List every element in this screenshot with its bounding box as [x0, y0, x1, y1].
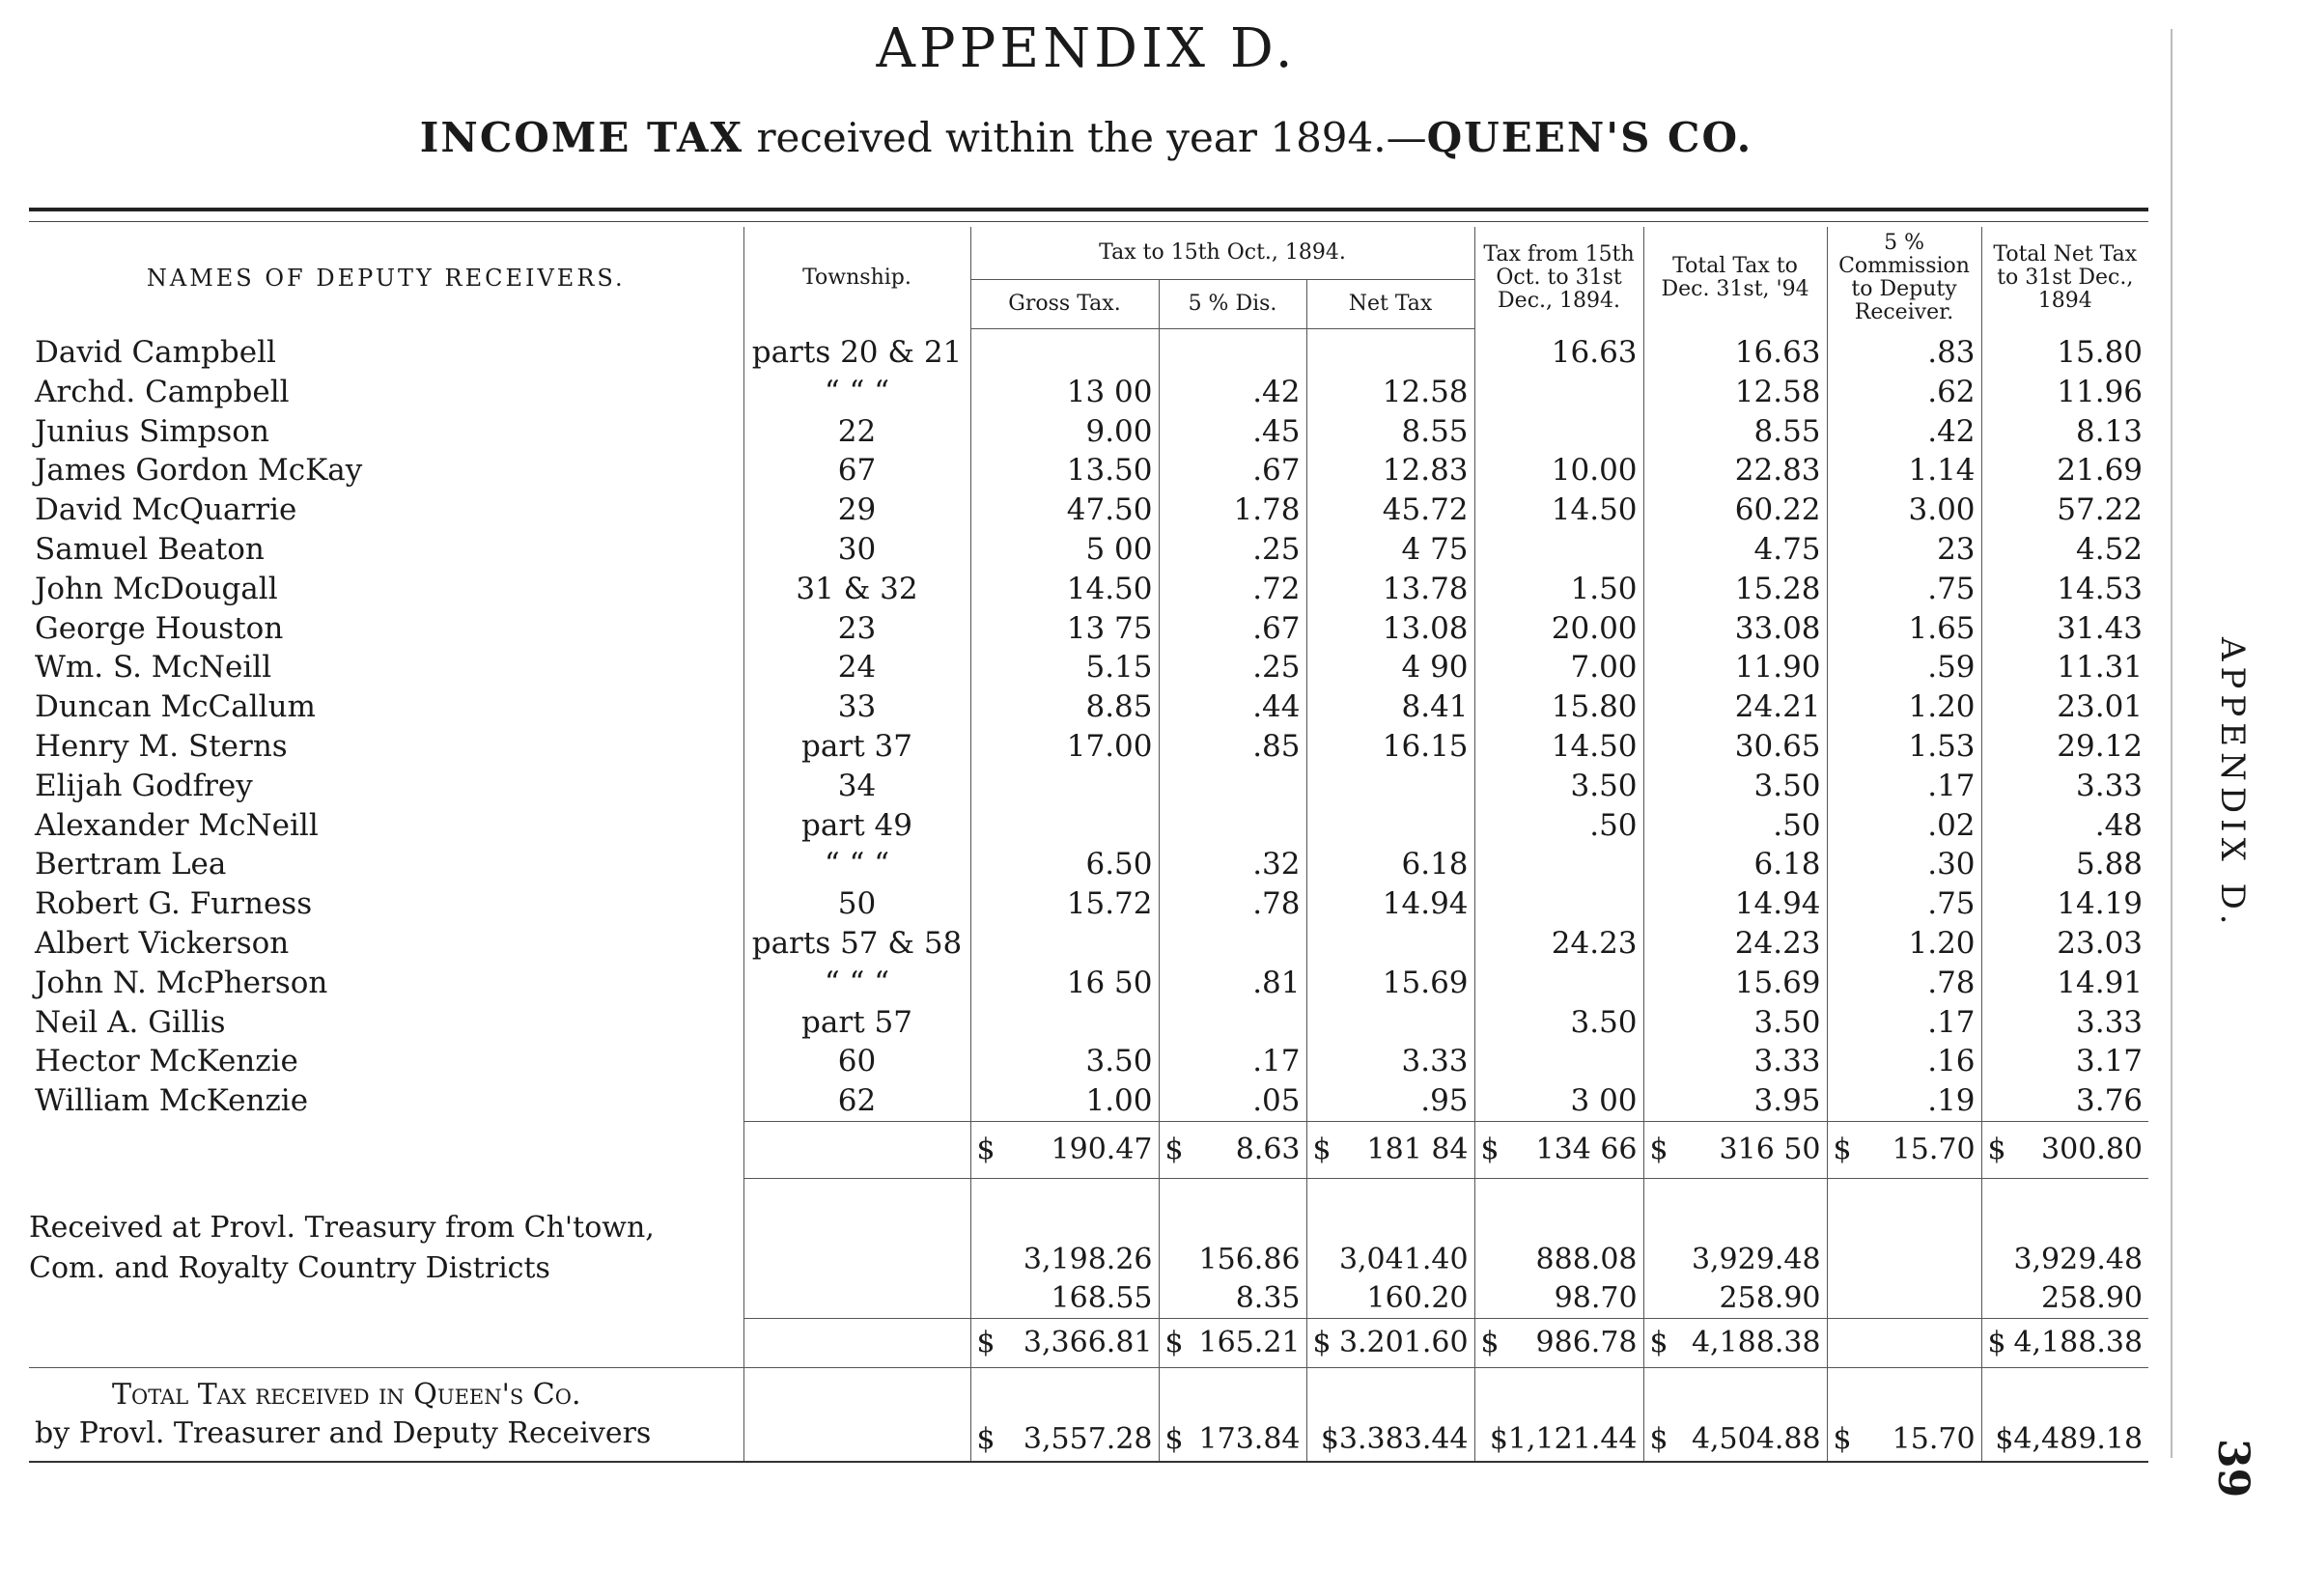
cell-name: Albert Vickerson: [35, 925, 290, 961]
subtitle-received: received within the year 1894.—: [756, 114, 1427, 161]
table-row: [29, 1081, 2148, 1121]
cell-gross: 5 00: [970, 530, 1159, 570]
cell-dis: .45: [1159, 412, 1306, 452]
cell-gross: [970, 767, 1159, 806]
table-row: [29, 845, 2148, 884]
cell-comm: 1.20: [1827, 687, 1981, 727]
cell-township: parts 57 & 58: [743, 924, 970, 964]
cell-totnet: 29.12: [1981, 727, 2148, 767]
cell-net: [1306, 806, 1474, 846]
cell-from: 20.00: [1474, 609, 1643, 649]
cell-dis: [1159, 1003, 1306, 1043]
treasury-row: Received at Provl. Treasury from Ch'town, Com. and Royalty Country Districts 3,198.26 168.55 156.86 8.35 3,041.40 160.20 888.08 98.70 3,929.48 258.90 3,929.48 258.90: [29, 1178, 2148, 1318]
cell-name: James Gordon McKay: [35, 453, 363, 489]
cell-name: Junius Simpson: [35, 413, 269, 449]
cell-township: “ “ “: [743, 373, 970, 412]
header-commission: 5 % Commission to Deputy Receiver.: [1827, 227, 1981, 329]
cell-dis: 1.78: [1159, 490, 1306, 530]
cell-from: [1474, 964, 1643, 1003]
header-gross: Gross Tax.: [970, 280, 1159, 329]
header-net: Net Tax: [1306, 280, 1474, 329]
cell-comm: .75: [1827, 884, 1981, 924]
table-row: [29, 490, 2148, 530]
treasury-label: Received at Provl. Treasury from Ch'town, Com. and Royalty Country Districts: [29, 1210, 655, 1285]
header-township: Township.: [743, 227, 970, 329]
cell-name: John N. McPherson: [35, 965, 328, 1000]
cell-name: Samuel Beaton: [35, 531, 265, 567]
table-row: [29, 530, 2148, 570]
cell-township: “ “ “: [743, 845, 970, 884]
cell-from: [1474, 845, 1643, 884]
cell-name: Elijah Godfrey: [35, 768, 253, 803]
cell-township: 31 & 32: [743, 570, 970, 609]
table-row: [29, 884, 2148, 924]
cell-from: [1474, 884, 1643, 924]
cell-township: 67: [743, 451, 970, 490]
table-row: [29, 924, 2148, 964]
cell-comm: .17: [1827, 1003, 1981, 1043]
cell-net: .95: [1306, 1081, 1474, 1121]
cell-township: 34: [743, 767, 970, 806]
table-row: [29, 964, 2148, 1003]
cell-total: 30.65: [1643, 727, 1827, 767]
cell-totnet: 15.80: [1981, 329, 2148, 373]
cell-comm: .83: [1827, 329, 1981, 373]
cell-comm: .75: [1827, 570, 1981, 609]
cell-net: 45.72: [1306, 490, 1474, 530]
cell-gross: 6.50: [970, 845, 1159, 884]
cell-net: [1306, 924, 1474, 964]
cell-totnet: 14.53: [1981, 570, 2148, 609]
cell-name: Robert G. Furness: [35, 886, 313, 922]
table-row: [29, 373, 2148, 412]
cell-dis: .85: [1159, 727, 1306, 767]
cell-net: 8.41: [1306, 687, 1474, 727]
cell-dis: .05: [1159, 1081, 1306, 1121]
cell-from: [1474, 1042, 1643, 1081]
cell-net: 15.69: [1306, 964, 1474, 1003]
cell-township: 23: [743, 609, 970, 649]
cell-name: David McQuarrie: [35, 492, 297, 528]
cell-name: Henry M. Sterns: [35, 728, 288, 764]
cell-from: [1474, 530, 1643, 570]
cell-township: 33: [743, 687, 970, 727]
cell-total: 24.23: [1643, 924, 1827, 964]
cell-totnet: 4.52: [1981, 530, 2148, 570]
cell-gross: 13.50: [970, 451, 1159, 490]
cell-total: 22.83: [1643, 451, 1827, 490]
table-row: [29, 329, 2148, 373]
cell-name: George Houston: [35, 610, 284, 646]
cell-from: [1474, 412, 1643, 452]
cell-net: 4 75: [1306, 530, 1474, 570]
header-total-net: Total Net Tax to 31st Dec., 1894: [1981, 227, 2148, 329]
cell-total: 3.50: [1643, 767, 1827, 806]
cell-totnet: 3.17: [1981, 1042, 2148, 1081]
cell-total: .50: [1643, 806, 1827, 846]
subtotal-row: $ 190.47 $ 8.63 $ 181 84 $ 134 66 $ 316 50 $ 15.70 $ 300.80: [29, 1121, 2148, 1178]
cell-total: 8.55: [1643, 412, 1827, 452]
cell-net: [1306, 767, 1474, 806]
cell-township: part 49: [743, 806, 970, 846]
cell-total: 3.50: [1643, 1003, 1827, 1043]
cell-total: 24.21: [1643, 687, 1827, 727]
cell-name: Duncan McCallum: [35, 689, 316, 725]
cell-total: 12.58: [1643, 373, 1827, 412]
cell-total: 4.75: [1643, 530, 1827, 570]
cell-comm: 1.20: [1827, 924, 1981, 964]
cell-total: 60.22: [1643, 490, 1827, 530]
table-row: [29, 609, 2148, 649]
cell-comm: 1.65: [1827, 609, 1981, 649]
table-row: [29, 687, 2148, 727]
page-subtitle: [0, 114, 2173, 161]
cell-from: 16.63: [1474, 329, 1643, 373]
cell-township: 24: [743, 648, 970, 687]
cell-name: Archd. Campbell: [35, 374, 290, 409]
cell-township: “ “ “: [743, 964, 970, 1003]
treasury-total-row: $ 3,366.81 $ 165.21 $ 3.201.60 $ 986.78 $ 4,188.38 $ 4,188.38: [29, 1318, 2148, 1367]
cell-net: 3.33: [1306, 1042, 1474, 1081]
page-number: 39: [2208, 1439, 2257, 1498]
cell-gross: 13 75: [970, 609, 1159, 649]
cell-totnet: 5.88: [1981, 845, 2148, 884]
cell-name: Alexander McNeill: [35, 807, 319, 843]
cell-gross: 17.00: [970, 727, 1159, 767]
cell-from: 10.00: [1474, 451, 1643, 490]
cell-gross: 47.50: [970, 490, 1159, 530]
cell-from: [1474, 373, 1643, 412]
cell-totnet: 23.03: [1981, 924, 2148, 964]
header-total-tax: Total Tax to Dec. 31st, '94: [1643, 227, 1827, 329]
cell-comm: 3.00: [1827, 490, 1981, 530]
table-row: [29, 1003, 2148, 1043]
cell-net: 16.15: [1306, 727, 1474, 767]
subtitle-income-tax: INCOME TAX: [419, 114, 744, 161]
cell-township: 60: [743, 1042, 970, 1081]
cell-total: 15.69: [1643, 964, 1827, 1003]
receiver-rows: [29, 329, 2148, 1122]
cell-dis: [1159, 806, 1306, 846]
table-row: [29, 412, 2148, 452]
cell-dis: [1159, 767, 1306, 806]
cell-from: 14.50: [1474, 727, 1643, 767]
cell-from: 15.80: [1474, 687, 1643, 727]
cell-township: part 37: [743, 727, 970, 767]
cell-total: 3.95: [1643, 1081, 1827, 1121]
cell-gross: 14.50: [970, 570, 1159, 609]
cell-net: 8.55: [1306, 412, 1474, 452]
table-row: [29, 451, 2148, 490]
cell-comm: .30: [1827, 845, 1981, 884]
page-title: APPENDIX D.: [876, 17, 1297, 80]
cell-dis: .78: [1159, 884, 1306, 924]
cell-gross: 13 00: [970, 373, 1159, 412]
cell-name: John McDougall: [35, 571, 278, 606]
cell-totnet: 11.31: [1981, 648, 2148, 687]
cell-township: 29: [743, 490, 970, 530]
cell-dis: .25: [1159, 648, 1306, 687]
cell-dis: .42: [1159, 373, 1306, 412]
cell-net: 13.78: [1306, 570, 1474, 609]
cell-comm: .62: [1827, 373, 1981, 412]
subtitle-county: QUEEN'S CO.: [1426, 114, 1753, 161]
cell-totnet: 57.22: [1981, 490, 2148, 530]
table-row: [29, 1042, 2148, 1081]
cell-totnet: 3.33: [1981, 1003, 2148, 1043]
cell-totnet: 23.01: [1981, 687, 2148, 727]
cell-name: William McKenzie: [35, 1083, 309, 1119]
cell-dis: [1159, 329, 1306, 373]
cell-name: Bertram Lea: [35, 847, 227, 882]
cell-township: 22: [743, 412, 970, 452]
cell-comm: .42: [1827, 412, 1981, 452]
cell-totnet: 11.96: [1981, 373, 2148, 412]
cell-name: Wm. S. McNeill: [35, 650, 272, 686]
cell-comm: .16: [1827, 1042, 1981, 1081]
cell-gross: 3.50: [970, 1042, 1159, 1081]
header-tax-to-oct: Tax to 15th Oct., 1894.: [970, 227, 1474, 280]
cell-gross: 5.15: [970, 648, 1159, 687]
cell-gross: 16 50: [970, 964, 1159, 1003]
cell-comm: .17: [1827, 767, 1981, 806]
cell-gross: [970, 806, 1159, 846]
cell-name: Neil A. Gillis: [35, 1004, 226, 1040]
cell-dis: .25: [1159, 530, 1306, 570]
cell-from: 7.00: [1474, 648, 1643, 687]
cell-net: [1306, 329, 1474, 373]
cell-net: 4 90: [1306, 648, 1474, 687]
cell-totnet: 8.13: [1981, 412, 2148, 452]
income-tax-table: [29, 227, 2148, 1463]
cell-gross: [970, 1003, 1159, 1043]
side-running-head: APPENDIX D.: [2213, 637, 2252, 931]
cell-from: .50: [1474, 806, 1643, 846]
cell-total: 33.08: [1643, 609, 1827, 649]
header-rule-thick: [29, 208, 2148, 211]
cell-totnet: 14.91: [1981, 964, 2148, 1003]
cell-comm: .19: [1827, 1081, 1981, 1121]
cell-totnet: 3.33: [1981, 767, 2148, 806]
cell-name: David Campbell: [35, 334, 276, 370]
cell-comm: .59: [1827, 648, 1981, 687]
cell-comm: 1.53: [1827, 727, 1981, 767]
table-row: [29, 767, 2148, 806]
cell-from: 14.50: [1474, 490, 1643, 530]
cell-net: [1306, 1003, 1474, 1043]
cell-from: 3.50: [1474, 767, 1643, 806]
cell-dis: .44: [1159, 687, 1306, 727]
cell-totnet: .48: [1981, 806, 2148, 846]
cell-from: 3 00: [1474, 1081, 1643, 1121]
cell-from: 24.23: [1474, 924, 1643, 964]
cell-name: Hector McKenzie: [35, 1044, 298, 1079]
cell-dis: .17: [1159, 1042, 1306, 1081]
cell-dis: .81: [1159, 964, 1306, 1003]
header-tax-from: Tax from 15th Oct. to 31st Dec., 1894.: [1474, 227, 1643, 329]
table-row: [29, 727, 2148, 767]
cell-total: 16.63: [1643, 329, 1827, 373]
cell-totnet: 21.69: [1981, 451, 2148, 490]
page-edge-line: [2171, 29, 2173, 1458]
cell-dis: .72: [1159, 570, 1306, 609]
cell-net: 12.83: [1306, 451, 1474, 490]
cell-totnet: 14.19: [1981, 884, 2148, 924]
cell-township: 62: [743, 1081, 970, 1121]
table-row: [29, 570, 2148, 609]
table-row: [29, 806, 2148, 846]
header-rule-thin: [29, 221, 2148, 222]
cell-dis: [1159, 924, 1306, 964]
cell-total: 15.28: [1643, 570, 1827, 609]
cell-comm: .78: [1827, 964, 1981, 1003]
cell-township: 30: [743, 530, 970, 570]
cell-total: 6.18: [1643, 845, 1827, 884]
cell-comm: 23: [1827, 530, 1981, 570]
table-row: [29, 648, 2148, 687]
cell-gross: 8.85: [970, 687, 1159, 727]
cell-gross: 9.00: [970, 412, 1159, 452]
cell-township: part 57: [743, 1003, 970, 1043]
cell-net: 12.58: [1306, 373, 1474, 412]
cell-gross: [970, 924, 1159, 964]
cell-total: 11.90: [1643, 648, 1827, 687]
cell-township: parts 20 & 21: [743, 329, 970, 373]
cell-comm: .02: [1827, 806, 1981, 846]
cell-dis: .67: [1159, 609, 1306, 649]
cell-comm: 1.14: [1827, 451, 1981, 490]
cell-gross: 1.00: [970, 1081, 1159, 1121]
cell-from: 1.50: [1474, 570, 1643, 609]
grand-total-row: Total Tax received in Queen's Co. by Provl. Treasurer and Deputy Receivers $ 3,557.28 $ 173.84 $3.383.44 $1,121.44 $ 4,504.88 $ 15.70 $4,489.18: [29, 1367, 2148, 1462]
cell-gross: [970, 329, 1159, 373]
cell-net: 14.94: [1306, 884, 1474, 924]
cell-net: 13.08: [1306, 609, 1474, 649]
cell-township: 50: [743, 884, 970, 924]
grand-total-label: Total Tax received in Queen's Co. by Provl. Treasurer and Deputy Receivers: [29, 1367, 743, 1462]
cell-net: 6.18: [1306, 845, 1474, 884]
cell-totnet: 3.76: [1981, 1081, 2148, 1121]
cell-dis: .67: [1159, 451, 1306, 490]
cell-total: 14.94: [1643, 884, 1827, 924]
cell-dis: .32: [1159, 845, 1306, 884]
cell-from: 3.50: [1474, 1003, 1643, 1043]
cell-total: 3.33: [1643, 1042, 1827, 1081]
cell-gross: 15.72: [970, 884, 1159, 924]
header-names: NAMES OF DEPUTY RECEIVERS.: [146, 264, 626, 292]
cell-totnet: 31.43: [1981, 609, 2148, 649]
header-discount: 5 % Dis.: [1159, 280, 1306, 329]
